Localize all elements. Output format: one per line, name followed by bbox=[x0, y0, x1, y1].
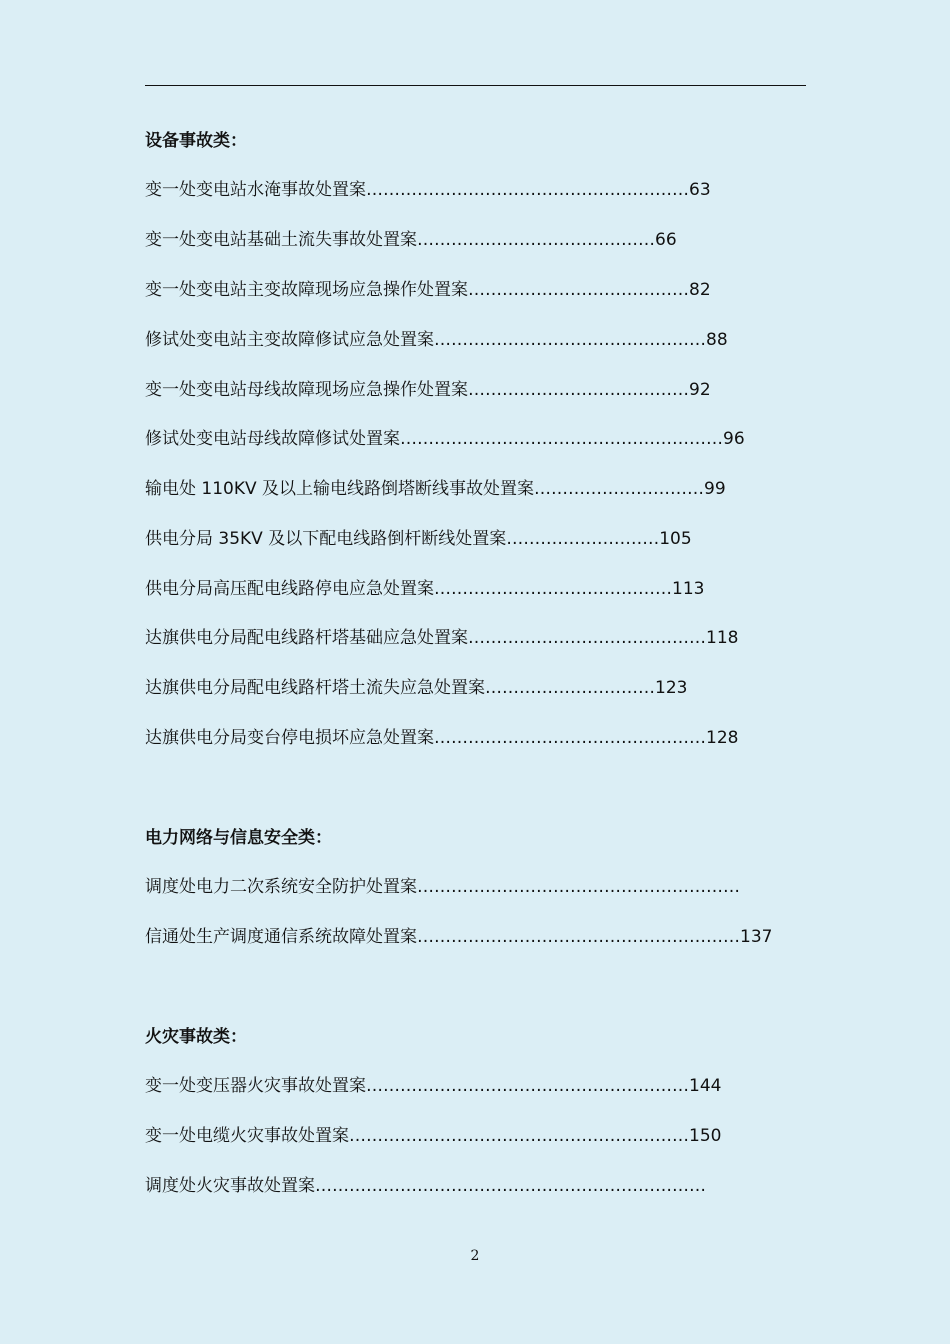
toc-entry-title: 变一处电缆火灾事故处置案 bbox=[145, 1126, 349, 1146]
toc-entry bbox=[145, 628, 738, 648]
toc-entry-title: 修试处变电站母线故障修试处置案 bbox=[145, 429, 400, 449]
toc-entry bbox=[145, 678, 687, 698]
toc-entry-dots: ………………………………… bbox=[468, 380, 689, 400]
toc-entry-page: 96 bbox=[723, 429, 745, 449]
toc-entry bbox=[145, 529, 692, 549]
section-heading-network-security: 电力网络与信息安全类： bbox=[145, 828, 332, 848]
toc-entry-title: 供电分局 35KV 及以下配电线路倒杆断线处置案 bbox=[145, 529, 507, 549]
toc-entry-title: 达旗供电分局配电线路杆塔土流失应急处置案 bbox=[145, 678, 485, 698]
toc-entry-dots: ………………………………………… bbox=[434, 330, 706, 350]
toc-entry-dots: …………………………………… bbox=[434, 579, 672, 599]
toc-entry-page: 82 bbox=[689, 280, 711, 300]
toc-entry-page: 123 bbox=[655, 678, 688, 698]
toc-entry-page: 66 bbox=[655, 230, 677, 250]
section-heading-equipment: 设备事故类： bbox=[145, 131, 247, 151]
toc-entry-page: 92 bbox=[689, 380, 711, 400]
toc-entry bbox=[145, 180, 711, 200]
header-rule bbox=[145, 85, 806, 86]
toc-entry-title: 变一处变压器火灾事故处置案 bbox=[145, 1076, 366, 1096]
toc-entry-dots: ………………………………………………… bbox=[400, 429, 723, 449]
toc-entry-dots: ………………………………… bbox=[468, 280, 689, 300]
toc-entry-page: 118 bbox=[706, 628, 739, 648]
toc-entry-page: 144 bbox=[689, 1076, 722, 1096]
toc-entry-page: 88 bbox=[706, 330, 728, 350]
section-heading-fire: 火灾事故类： bbox=[145, 1027, 247, 1047]
toc-entry bbox=[145, 1176, 706, 1196]
toc-entry-title: 变一处变电站基础土流失事故处置案 bbox=[145, 230, 417, 250]
toc-entry bbox=[145, 877, 740, 897]
toc-entry bbox=[145, 330, 728, 350]
toc-entry-title: 达旗供电分局变台停电损坏应急处置案 bbox=[145, 728, 434, 748]
toc-entry-dots: …………………………………………………………… bbox=[315, 1176, 706, 1196]
toc-entry-title: 调度处电力二次系统安全防护处置案 bbox=[145, 877, 417, 897]
toc-entry-title: 变一处变电站母线故障现场应急操作处置案 bbox=[145, 380, 468, 400]
toc-entry-dots: ……………………… bbox=[506, 529, 660, 549]
toc-entry bbox=[145, 429, 745, 449]
toc-entry bbox=[145, 927, 772, 947]
toc-entry bbox=[145, 728, 738, 748]
toc-entry bbox=[145, 230, 677, 250]
toc-entry-dots: ………………………………………………… bbox=[366, 1076, 689, 1096]
toc-entry-dots: ………………………………………… bbox=[434, 728, 706, 748]
toc-entry bbox=[145, 380, 711, 400]
toc-entry-dots: …………………………………… bbox=[417, 230, 655, 250]
toc-entry-title: 输电处 110KV 及以上输电线路倒塔断线事故处置案 bbox=[145, 479, 535, 499]
toc-entry-title: 修试处变电站主变故障修试应急处置案 bbox=[145, 330, 434, 350]
toc-entry-dots: ………………………… bbox=[534, 479, 705, 499]
toc-entry-page: 63 bbox=[689, 180, 711, 200]
toc-entry bbox=[145, 479, 726, 499]
toc-entry bbox=[145, 1126, 721, 1146]
toc-entry-page: 128 bbox=[706, 728, 739, 748]
toc-entry-page: 137 bbox=[740, 927, 773, 947]
toc-entry-dots: ………………………………………………… bbox=[417, 877, 740, 897]
toc-entry bbox=[145, 1076, 721, 1096]
toc-entry-dots: ………………………………………………… bbox=[417, 927, 740, 947]
toc-entry-dots: …………………………………… bbox=[468, 628, 706, 648]
toc-entry-page: 99 bbox=[704, 479, 726, 499]
toc-entry-title: 达旗供电分局配电线路杆塔基础应急处置案 bbox=[145, 628, 468, 648]
toc-entry-page: 150 bbox=[689, 1126, 722, 1146]
toc-entry-dots: …………………………………………………… bbox=[349, 1126, 689, 1146]
toc-entry-page: 105 bbox=[659, 529, 692, 549]
toc-entry-title: 调度处火灾事故处置案 bbox=[145, 1176, 315, 1196]
toc-entry-title: 信通处生产调度通信系统故障处置案 bbox=[145, 927, 417, 947]
toc-entry-dots: ………………………… bbox=[485, 678, 655, 698]
toc-entry-title: 变一处变电站水淹事故处置案 bbox=[145, 180, 366, 200]
toc-entry-dots: ………………………………………………… bbox=[366, 180, 689, 200]
toc-entry bbox=[145, 280, 711, 300]
toc-entry bbox=[145, 579, 704, 599]
page-number: 2 bbox=[470, 1248, 480, 1264]
toc-entry-page: 113 bbox=[672, 579, 705, 599]
toc-entry-title: 变一处变电站主变故障现场应急操作处置案 bbox=[145, 280, 468, 300]
toc-entry-title: 供电分局高压配电线路停电应急处置案 bbox=[145, 579, 434, 599]
